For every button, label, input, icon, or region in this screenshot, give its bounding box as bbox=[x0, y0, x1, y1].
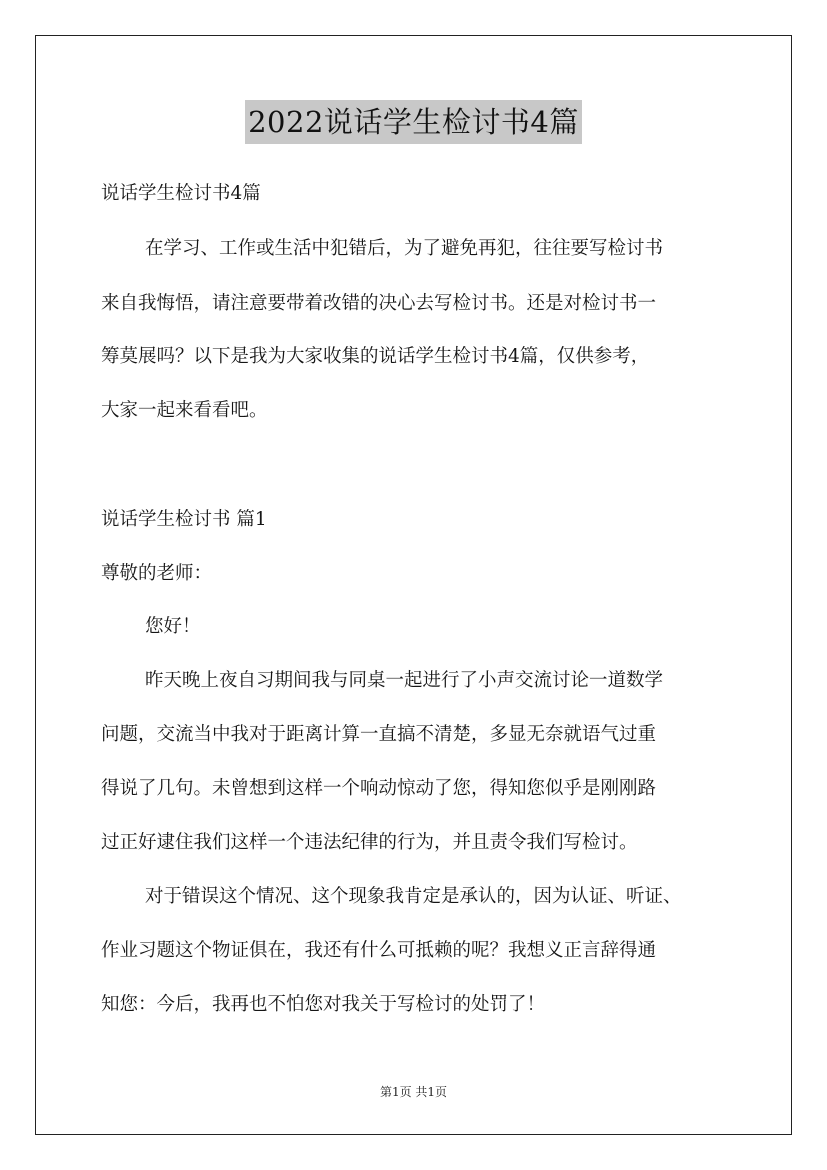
paragraph-line: 问题，交流当中我对于距离计算一直搞不清楚，多显无奈就语气过重 bbox=[101, 724, 657, 745]
paragraph-line: 过正好逮住我们这样一个违法纪律的行为，并且责令我们写检讨。 bbox=[101, 832, 638, 853]
section-heading: 说话学生检讨书 篇1 bbox=[101, 509, 267, 530]
document-subtitle: 说话学生检讨书4篇 bbox=[101, 183, 261, 204]
paragraph-line: 对于错误这个情况、这个现象我肯定是承认的，因为认证、听证、 bbox=[145, 886, 682, 907]
intro-line: 筹莫展吗？以下是我为大家收集的说话学生检讨书4篇，仅供参考， bbox=[101, 346, 650, 367]
document-title-container bbox=[0, 100, 827, 144]
salutation: 尊敬的老师： bbox=[101, 563, 213, 584]
intro-line: 在学习、工作或生活中犯错后，为了避免再犯，往往要写检讨书 bbox=[145, 238, 664, 259]
intro-line: 来自我悔悟，请注意要带着改错的决心去写检讨书。还是对检讨书一 bbox=[101, 293, 657, 314]
paragraph-line: 作业习题这个物证俱在，我还有什么可抵赖的呢？我想义正言辞得通 bbox=[101, 940, 657, 961]
paragraph-line: 得说了几句。未曾想到这样一个响动惊动了您，得知您似乎是刚刚路 bbox=[101, 778, 657, 799]
page-footer: 第1页 共1页 bbox=[379, 1085, 448, 1099]
greeting: 您好！ bbox=[145, 616, 201, 637]
document-title: 2022说话学生检讨书4篇 bbox=[245, 100, 582, 144]
paragraph-line: 知您：今后，我再也不怕您对我关于写检讨的处罚了！ bbox=[101, 994, 546, 1015]
intro-line: 大家一起来看看吧。 bbox=[101, 400, 268, 421]
paragraph-line: 昨天晚上夜自习期间我与同桌一起进行了小声交流讨论一道数学 bbox=[145, 670, 664, 691]
